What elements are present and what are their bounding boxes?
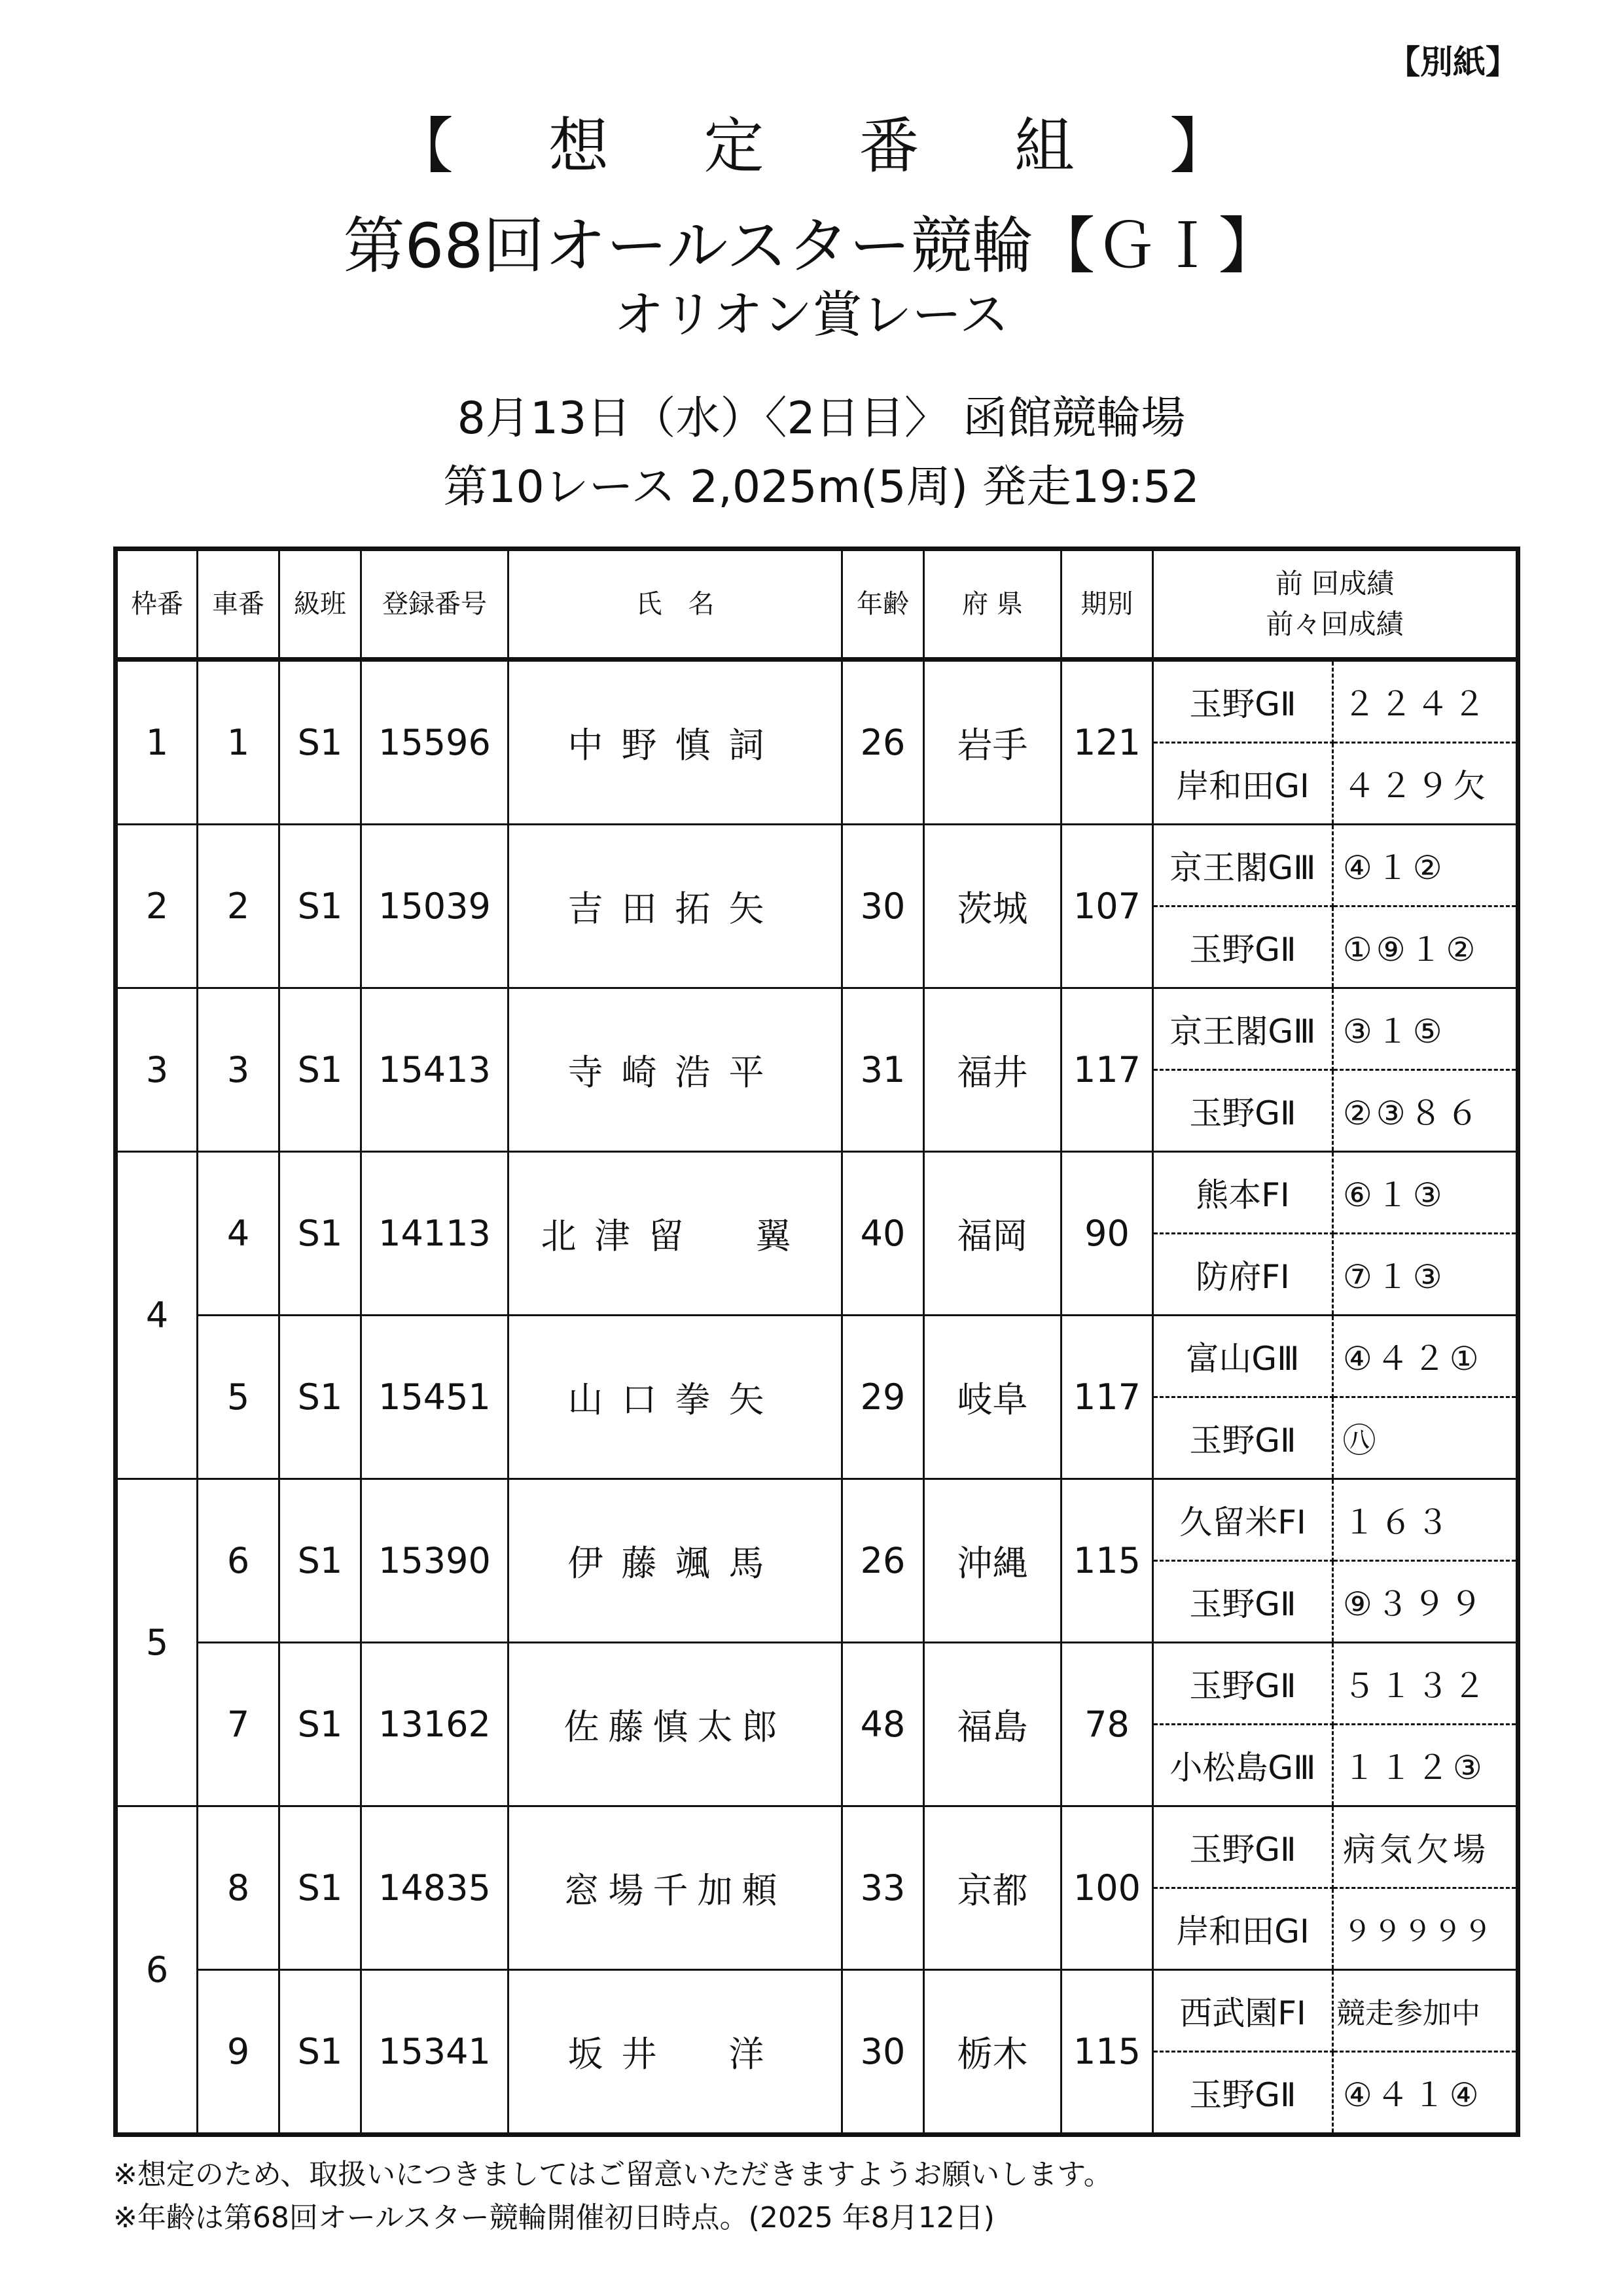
race-event-title: 第68回オールスター競輪【ＧＩ】	[343, 211, 1280, 282]
prev-score: １６３	[1333, 1479, 1518, 1561]
pref-cell: 栃木	[924, 1970, 1061, 2135]
prev-score: 病気欠場	[1333, 1806, 1518, 1888]
sha-cell: 4	[198, 1152, 279, 1316]
rider-name: 吉田拓矢	[508, 825, 842, 988]
table-row	[116, 1152, 1518, 1234]
prev2-race: 玉野GⅡ	[1153, 906, 1333, 988]
table-row	[116, 988, 1518, 1070]
age-cell: 31	[842, 988, 924, 1152]
sha-cell: 8	[198, 1806, 279, 1970]
waku-cell: 4	[116, 1152, 198, 1479]
prev-race: 西武園FⅠ	[1153, 1970, 1333, 2052]
kyu-cell: S1	[279, 988, 361, 1152]
prev-score: ④１②	[1333, 825, 1518, 906]
waku-cell: 2	[116, 825, 198, 988]
header-toroku: 登録番号	[361, 549, 508, 660]
header-sha: 車番	[198, 549, 279, 660]
prev2-score: ⑦１③	[1333, 1234, 1518, 1316]
toroku-cell: 15451	[361, 1316, 508, 1479]
prev2-score: ①⑨１②	[1333, 906, 1518, 988]
waku-cell: 1	[116, 660, 198, 825]
prev-race: 京王閣GⅢ	[1153, 988, 1333, 1070]
race-name: オリオン賞レース	[614, 285, 1009, 344]
prev-race: 久留米FⅠ	[1153, 1479, 1333, 1561]
prev-score: ５１３２	[1333, 1643, 1518, 1725]
race-info: 第10レース 2,025m(5周) 発走19:52	[443, 461, 1200, 513]
kyu-cell: S1	[279, 1806, 361, 1970]
prev2-race: 岸和田GⅠ	[1153, 743, 1333, 825]
prev2-race: 小松島GⅢ	[1153, 1725, 1333, 1806]
toroku-cell: 15413	[361, 988, 508, 1152]
prev-race: 玉野GⅡ	[1153, 1643, 1333, 1725]
ki-cell: 121	[1061, 660, 1153, 825]
ki-cell: 115	[1061, 1970, 1153, 2135]
prev2-score: ④４１④	[1333, 2052, 1518, 2135]
age-cell: 26	[842, 1479, 924, 1643]
kyu-cell: S1	[279, 825, 361, 988]
table-row	[116, 1970, 1518, 2052]
header-pref: 府 県	[924, 549, 1061, 660]
table-row	[116, 825, 1518, 906]
rider-name: 佐藤慎太郎	[508, 1643, 842, 1806]
prev-score: ２２４２	[1333, 660, 1518, 743]
toroku-cell: 13162	[361, 1643, 508, 1806]
kyu-cell: S1	[279, 1479, 361, 1643]
header-name: 氏 名	[508, 549, 842, 660]
prev2-score: ９９９９９	[1333, 1888, 1518, 1970]
age-cell: 29	[842, 1316, 924, 1479]
sha-cell: 2	[198, 825, 279, 988]
prev2-score: ⑨３９９	[1333, 1561, 1518, 1643]
sha-cell: 6	[198, 1479, 279, 1643]
header-age: 年齢	[842, 549, 924, 660]
prev2-race: 玉野GⅡ	[1153, 1070, 1333, 1152]
age-cell: 30	[842, 1970, 924, 2135]
header-row	[116, 549, 1518, 660]
document-title: 【 想 定 番 組 】	[393, 111, 1268, 181]
pref-cell: 京都	[924, 1806, 1061, 1970]
table-row	[116, 660, 1518, 743]
pref-cell: 福井	[924, 988, 1061, 1152]
prev2-score: ②③８６	[1333, 1070, 1518, 1152]
kyu-cell: S1	[279, 1970, 361, 2135]
rider-name: 北津留 翼	[508, 1152, 842, 1316]
table-row	[116, 1806, 1518, 1888]
sha-cell: 7	[198, 1643, 279, 1806]
kyu-cell: S1	[279, 660, 361, 825]
sha-cell: 3	[198, 988, 279, 1152]
table-row	[116, 1479, 1518, 1561]
waku-cell: 6	[116, 1806, 198, 2135]
prev2-race: 玉野GⅡ	[1153, 1561, 1333, 1643]
header-result-prev2: 前々回成績	[1266, 608, 1404, 640]
prev-race: 富山GⅢ	[1153, 1316, 1333, 1397]
header-ki: 期別	[1061, 549, 1153, 660]
rider-name: 山口拳矢	[508, 1316, 842, 1479]
prev2-race: 岸和田GⅠ	[1153, 1888, 1333, 1970]
rider-name: 寺崎浩平	[508, 988, 842, 1152]
age-cell: 48	[842, 1643, 924, 1806]
prev-race: 玉野GⅡ	[1153, 660, 1333, 743]
age-cell: 26	[842, 660, 924, 825]
age-cell: 30	[842, 825, 924, 988]
ki-cell: 107	[1061, 825, 1153, 988]
toroku-cell: 15341	[361, 1970, 508, 2135]
pref-cell: 福岡	[924, 1152, 1061, 1316]
prev-race: 玉野GⅡ	[1153, 1806, 1333, 1888]
header-kyu: 級班	[279, 549, 361, 660]
footnote: ※年齢は第68回オールスター競輪開催初日時点。(2025 年8月12日)	[113, 2201, 995, 2234]
prev-score: 競走参加中	[1333, 1970, 1518, 2052]
sha-cell: 5	[198, 1316, 279, 1479]
prev2-score: ㊇	[1333, 1397, 1518, 1479]
prev-score: ⑥１③	[1333, 1152, 1518, 1234]
date-venue: 8月13日（水）〈2日目〉 函館競輪場	[457, 393, 1186, 444]
toroku-cell: 14835	[361, 1806, 508, 1970]
header-waku: 枠番	[116, 549, 198, 660]
ki-cell: 100	[1061, 1806, 1153, 1970]
sha-cell: 9	[198, 1970, 279, 2135]
attachment-label: 【別紙】	[1387, 43, 1518, 81]
ki-cell: 90	[1061, 1152, 1153, 1316]
rider-name: 窓場千加頼	[508, 1806, 842, 1970]
toroku-cell: 14113	[361, 1152, 508, 1316]
toroku-cell: 15596	[361, 660, 508, 825]
pref-cell: 茨城	[924, 825, 1061, 988]
footnotes	[113, 2153, 1113, 2240]
waku-cell: 5	[116, 1479, 198, 1806]
prev-race: 京王閣GⅢ	[1153, 825, 1333, 906]
prev2-race: 玉野GⅡ	[1153, 2052, 1333, 2135]
prev2-score: ４２９欠	[1333, 743, 1518, 825]
toroku-cell: 15039	[361, 825, 508, 988]
header-result-prev: 前 回成績	[1275, 567, 1395, 600]
table-row	[116, 1643, 1518, 1725]
kyu-cell: S1	[279, 1316, 361, 1479]
pref-cell: 岐阜	[924, 1316, 1061, 1479]
pref-cell: 沖縄	[924, 1479, 1061, 1643]
kyu-cell: S1	[279, 1643, 361, 1806]
prev-score: ④４２①	[1333, 1316, 1518, 1397]
table-row	[116, 1316, 1518, 1397]
footnote: ※想定のため、取扱いにつきましてはご留意いただきますようお願いします。	[113, 2158, 1113, 2191]
sha-cell: 1	[198, 660, 279, 825]
pref-cell: 岩手	[924, 660, 1061, 825]
rider-name: 伊藤颯馬	[508, 1479, 842, 1643]
prev2-race: 玉野GⅡ	[1153, 1397, 1333, 1479]
toroku-cell: 15390	[361, 1479, 508, 1643]
rider-name: 中野慎詞	[508, 660, 842, 825]
program-table	[113, 547, 1520, 2137]
prev-score: ③１⑤	[1333, 988, 1518, 1070]
ki-cell: 115	[1061, 1479, 1153, 1643]
prev2-race: 防府FⅠ	[1153, 1234, 1333, 1316]
pref-cell: 福島	[924, 1643, 1061, 1806]
age-cell: 40	[842, 1152, 924, 1316]
header-results	[1153, 549, 1518, 660]
prev-race: 熊本FⅠ	[1153, 1152, 1333, 1234]
ki-cell: 117	[1061, 1316, 1153, 1479]
age-cell: 33	[842, 1806, 924, 1970]
ki-cell: 78	[1061, 1643, 1153, 1806]
ki-cell: 117	[1061, 988, 1153, 1152]
rider-name: 坂井 洋	[508, 1970, 842, 2135]
waku-cell: 3	[116, 988, 198, 1152]
kyu-cell: S1	[279, 1152, 361, 1316]
prev2-score: １１２③	[1333, 1725, 1518, 1806]
